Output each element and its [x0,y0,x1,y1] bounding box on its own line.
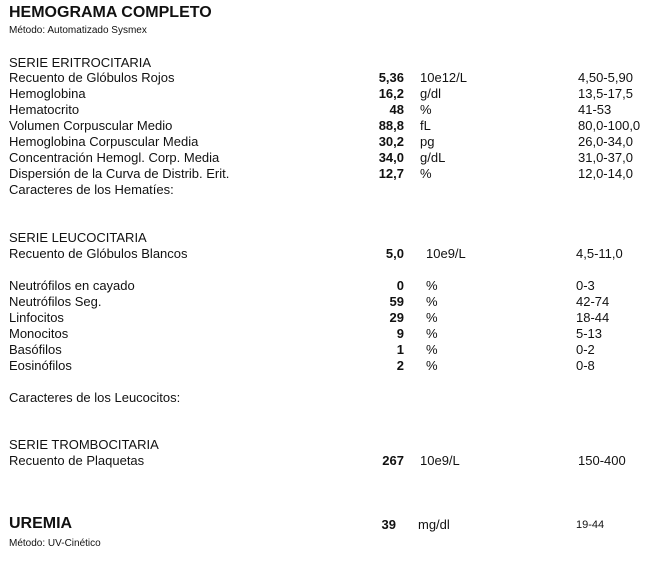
test-value: 2 [396,358,404,373]
section-title-erythro: SERIE ERITROCITARIA [9,55,152,70]
reference-range: 42-74 [576,294,610,309]
result-row [0,278,672,294]
uremia-unit: mg/dl [418,517,450,532]
test-unit: % [426,342,438,357]
test-unit: fL [420,118,431,133]
method-label: Método: Automatizado Sysmex [9,25,147,36]
test-unit: g/dL [420,150,446,165]
uremia-reference-range: 19-44 [576,519,605,531]
test-label: Hemoglobina Corpuscular Media [9,134,199,149]
test-label: Volumen Corpuscular Medio [9,118,173,133]
test-label: Recuento de Plaquetas [9,453,145,468]
test-unit: % [426,278,438,293]
test-unit: % [426,294,438,309]
test-value: 16,2 [378,86,404,101]
test-value: 5,0 [385,246,404,261]
test-value: 48 [389,102,404,117]
test-value: 9 [396,326,404,341]
test-unit: 10e12/L [420,70,467,85]
reference-range: 5-13 [576,326,603,341]
test-unit: % [420,166,432,181]
reference-range: 18-44 [576,310,610,325]
test-unit: 10e9/L [420,453,460,468]
result-row [0,118,672,134]
test-value: 88,8 [378,118,404,133]
test-unit: g/dl [420,86,441,101]
reference-range: 31,0-37,0 [578,150,633,165]
reference-range: 0-8 [576,358,595,373]
characters-label: Caracteres de los Hematíes: [9,182,174,197]
test-value: 0 [396,278,404,293]
uremia-method: Método: UV-Cinético [9,538,101,549]
test-label: Linfocitos [9,310,64,325]
reference-range: 4,5-11,0 [576,246,623,261]
test-label: Dispersión de la Curva de Distrib. Erit. [9,166,230,181]
test-unit: 10e9/L [426,246,466,261]
result-row [0,453,672,469]
result-row [0,326,672,342]
test-label: Recuento de Glóbulos Blancos [9,246,188,261]
reference-range: 41-53 [578,102,612,117]
uremia-value: 39 [381,517,396,532]
test-label: Basófilos [9,342,62,357]
test-label: Hematocrito [9,102,80,117]
result-row [0,102,672,118]
test-value: 1 [396,342,404,357]
test-value: 5,36 [378,70,404,85]
result-row [0,358,672,374]
test-value: 267 [382,453,404,468]
result-row [0,70,672,86]
result-row [0,342,672,358]
result-row [0,86,672,102]
result-row [0,150,672,166]
reference-range: 80,0-100,0 [578,118,641,133]
reference-range: 13,5-17,5 [578,86,633,101]
result-row [0,134,672,150]
test-unit: % [426,358,438,373]
reference-range: 12,0-14,0 [578,166,633,181]
result-row [0,310,672,326]
reference-range: 4,50-5,90 [578,70,633,85]
reference-range: 0-3 [576,278,595,293]
test-label: Recuento de Glóbulos Rojos [9,70,175,85]
result-row [0,166,672,182]
report-title: HEMOGRAMA COMPLETO [9,4,212,21]
test-label: Concentración Hemogl. Corp. Media [9,150,220,165]
test-value: 12,7 [378,166,404,181]
test-label: Hemoglobina [9,86,86,101]
test-unit: % [426,326,438,341]
uremia-title: UREMIA [9,515,73,532]
reference-range: 26,0-34,0 [578,134,633,149]
section-title-thrombo: SERIE TROMBOCITARIA [9,437,159,452]
test-label: Eosinófilos [9,358,72,373]
test-label: Neutrófilos en cayado [9,278,135,293]
reference-range: 150-400 [578,453,626,468]
test-label: Monocitos [9,326,69,341]
test-value: 34,0 [378,150,404,165]
result-row [0,246,672,262]
characters-label: Caracteres de los Leucocitos: [9,390,181,405]
test-label: Neutrófilos Seg. [9,294,102,309]
test-unit: % [420,102,432,117]
test-value: 29 [389,310,404,325]
reference-range: 0-2 [576,342,595,357]
test-value: 59 [389,294,404,309]
section-title-leuco: SERIE LEUCOCITARIA [9,230,147,245]
test-unit: % [426,310,438,325]
test-unit: pg [420,134,435,149]
result-row [0,294,672,310]
test-value: 30,2 [378,134,404,149]
